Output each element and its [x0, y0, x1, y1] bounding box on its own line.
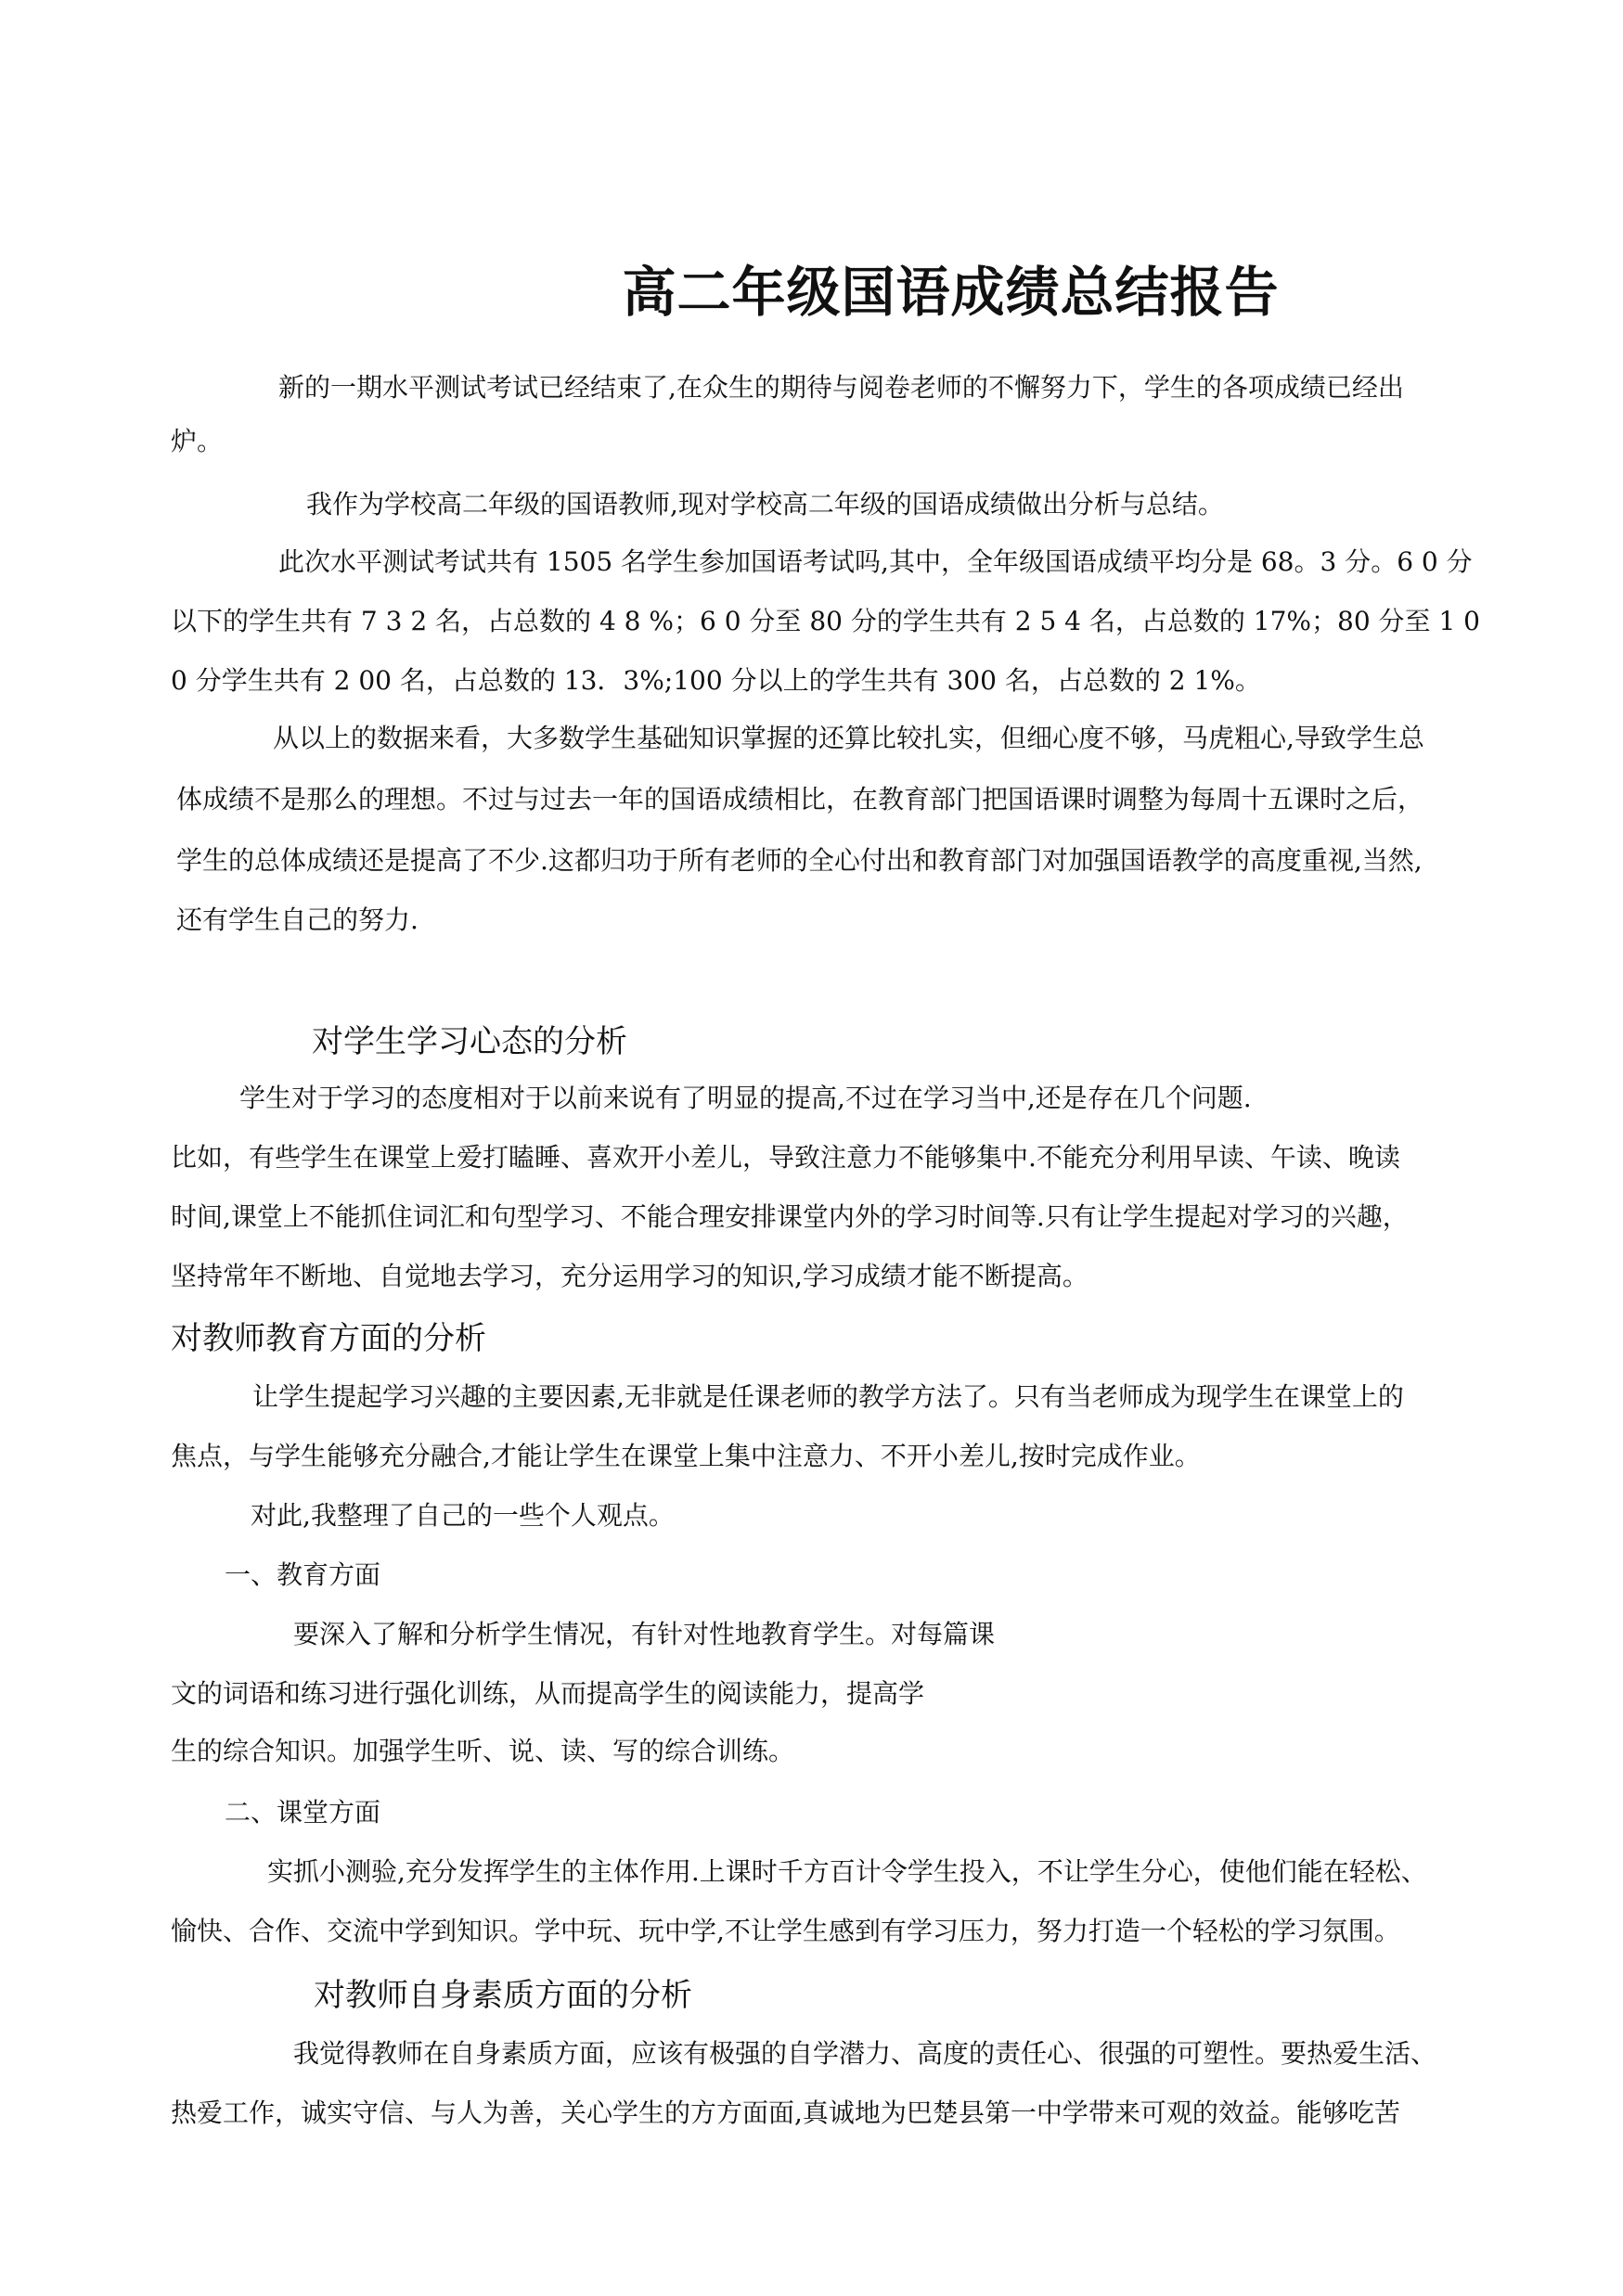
- paragraph-line: 体成绩不是那么的理想。不过与过去一年的国语成绩相比，在教育部门把国语课时调整为每周十五课时之后，: [176, 784, 1424, 815]
- list-heading: 二、课堂方面: [225, 1797, 381, 1828]
- paragraph-line: 文的词语和练习进行强化训练，从而提高学生的阅读能力，提高学: [171, 1678, 925, 1709]
- paragraph-line: 学生对于学习的态度相对于以前来说有了明显的提高,不过在学习当中,还是存在几个问题.: [239, 1083, 1252, 1113]
- paragraph-line: 愉快、合作、交流中学到知识。学中玩、玩中学,不让学生感到有学习压力，努力打造一个轻松的学习氛围。: [171, 1916, 1400, 1946]
- paragraph-line: 坚持常年不断地、自觉地去学习，充分运用学习的知识,学习成绩才能不断提高。: [171, 1261, 1088, 1291]
- section-heading-self: 对教师自身素质方面的分析: [314, 1977, 692, 2014]
- list-heading: 一、教育方面: [225, 1559, 381, 1590]
- section-heading-teacher: 对教师教育方面的分析: [171, 1320, 486, 1357]
- paragraph-line: 学生的总体成绩还是提高了不少.这都归功于所有老师的全心付出和教育部门对加强国语教学的高度重视,当然,: [176, 845, 1423, 876]
- paragraph-line: 新的一期水平测试考试已经结束了,在众生的期待与阅卷老师的不懈努力下，学生的各项成绩已经出: [278, 372, 1404, 403]
- paragraph-line: 让学生提起学习兴趣的主要因素,无非就是任课老师的教学方法了。只有当老师成为现学生在课堂上的: [252, 1381, 1404, 1412]
- paragraph-line: 我觉得教师在自身素质方面，应该有极强的自学潜力、高度的责任心、很强的可塑性。要热爱生活、: [293, 2038, 1437, 2069]
- paragraph-line: 以下的学生共有 7 3 2 名，占总数的 4 8 %；6 0 分至 80 分的学生共有 2 5 4 名，占总数的 17%；80 分至 1 0: [171, 606, 1480, 636]
- paragraph-line: 我作为学校高二年级的国语教师,现对学校高二年级的国语成绩做出分析与总结。: [306, 489, 1224, 519]
- paragraph-line: 此次水平测试考试共有 1505 名学生参加国语考试吗,其中，全年级国语成绩平均分是 68。3 分。6 0 分: [278, 546, 1473, 577]
- paragraph-line: 实抓小测验,充分发挥学生的主体作用.上课时千方百计令学生投入，不让学生分心，使他们能在轻松、: [267, 1856, 1427, 1887]
- paragraph-line: 0 分学生共有 2 00 名，占总数的 13．3%;100 分以上的学生共有 300 名，占总数的 2 1%。: [171, 665, 1261, 696]
- paragraph-line: 从以上的数据来看，大多数学生基础知识掌握的还算比较扎实，但细心度不够，马虎粗心,导致学生总: [273, 723, 1424, 753]
- paragraph-line: 比如，有些学生在课堂上爱打瞌睡、喜欢开小差儿，导致注意力不能够集中.不能充分利用早读、午读、晚读: [171, 1142, 1400, 1173]
- section-heading-student: 对学生学习心态的分析: [312, 1023, 627, 1060]
- paragraph-line: 要深入了解和分析学生情况，有针对性地教育学生。对每篇课: [293, 1619, 996, 1649]
- paragraph-line: 炉。: [171, 426, 224, 456]
- paragraph-line: 对此,我整理了自己的一些个人观点。: [251, 1500, 675, 1531]
- document-title: 高二年级国语成绩总结报告: [622, 261, 1280, 324]
- paragraph-line: 焦点，与学生能够充分融合,才能让学生在课堂上集中注意力、不开小差儿,按时完成作业。: [171, 1441, 1201, 1471]
- paragraph-line: 时间,课堂上不能抓住词汇和句型学习、不能合理安排课堂内外的学习时间等.只有让学生提起对学习的兴趣，: [171, 1201, 1409, 1232]
- paragraph-line: 热爱工作，诚实守信、与人为善，关心学生的方方面面,真诚地为巴楚县第一中学带来可观的效益。能够吃苦: [171, 2097, 1400, 2128]
- paragraph-line: 还有学生自己的努力.: [176, 904, 419, 935]
- paragraph-line: 生的综合知识。加强学生听、说、读、写的综合训练。: [171, 1736, 795, 1766]
